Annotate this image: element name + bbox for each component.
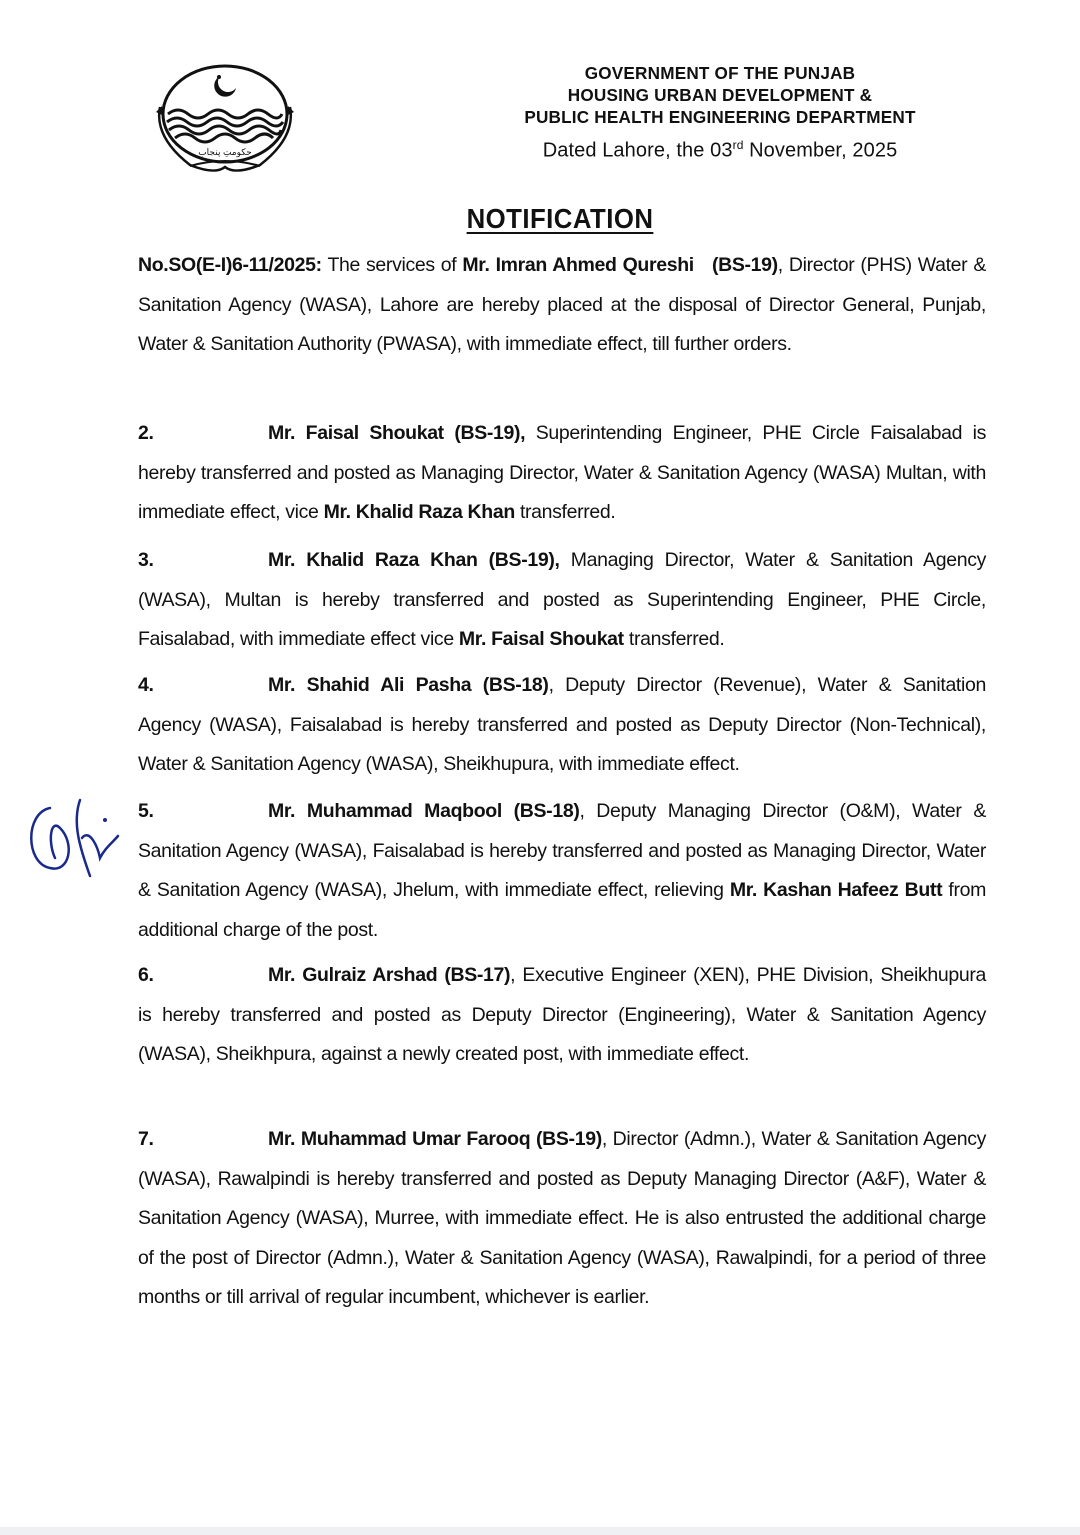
paragraph-number: 6. [138,964,154,986]
officer-name: Mr. Faisal Shoukat (BS-19), [268,422,526,444]
paragraph-text: Managing Director, Water & Sanitation Agency (WASA), Multan is hereby transferred and posted as Superintending Engineer, PHE Circle, Faisalabad, with immediate effect vice [138,549,986,650]
paragraph-6 [138,956,986,1075]
department-name-line1: HOUSING URBAN DEVELOPMENT & [567,85,873,105]
notification-number: No.SO(E-I)6-11/2025: [138,254,322,276]
paragraph-3 [138,541,986,660]
paragraph-text: transferred. [623,628,725,650]
paragraph-1 [138,246,986,365]
document-title: NOTIFICATION [466,203,654,234]
officer-name: Mr. Gulraiz Arshad (BS-17) [268,964,511,986]
paragraph-4 [138,666,986,785]
date-ordinal: rd [732,138,744,152]
paragraph-number: 4. [138,674,154,696]
officer-name: Mr. Muhammad Umar Farooq (BS-19) [268,1128,602,1150]
dated-line [470,138,970,163]
date-suffix: November, 2025 [743,139,898,162]
date-prefix: Dated Lahore, the 03 [542,139,733,162]
government-name: GOVERNMENT OF THE PUNJAB [584,63,856,83]
paragraph-number: 3. [138,549,154,571]
paragraph-2 [138,414,986,533]
department-name-line2: PUBLIC HEALTH ENGINEERING DEPARTMENT [524,107,916,127]
paragraph-text: , Deputy Director (Revenue), Water & Sanitation Agency (WASA), Faisalabad is hereby transferred and posted as Deputy Director (Non-Technical), Water & Sanitation Agency (WASA), Sheikhupura, with immediate effect. [138,674,986,775]
punjab-emblem-icon [150,62,300,182]
officer-name: Mr. Kashan Hafeez Butt [729,879,943,901]
officer-name: Mr. Muhammad Maqbool (BS-18) [268,800,580,822]
officer-name: Mr. Faisal Shoukat [458,628,624,650]
officer-name: Mr. Khalid Raza Khan (BS-19), [268,549,560,571]
paragraph-text: Superintending Engineer, PHE Circle Faisalabad is hereby transferred and posted as Managing Director, Water & Sanitation Agency (WASA) Multan, with immediate effect, vice [138,422,986,523]
paragraph-number: 7. [138,1128,154,1150]
paragraph-text: , Executive Engineer (XEN), PHE Division, Sheikhupura is hereby transferred and posted as Deputy Director (Engineering), Water & Sanitation Agency (WASA), Sheikhpura, against a newly created post, with immediate effect. [138,964,986,1065]
officer-name: Mr. Imran Ahmed Qureshi (BS-19) [462,254,778,276]
paragraph-text: , Deputy Managing Director (O&M), Water & Sanitation Agency (WASA), Faisalabad is hereby transferred and posted as Managing Director, Water & Sanitation Agency (WASA), Jhelum, with immediate effect, relieving [138,800,986,901]
paragraph-text: , Director (Admn.), Water & Sanitation Agency (WASA), Rawalpindi is hereby transferred and posted as Deputy Managing Director (A&F), Water & Sanitation Agency (WASA), Murree, with immediate effect. He is also entrusted the additional charge of the post of Director (Admn.), Water & Sanitation Agency (WASA), Rawalpindi, for a period of three months or till arrival of regular incumbent, whichever is earlier. [138,1128,987,1308]
paragraph-text: , Director (PHS) Water & Sanitation Agency (WASA), Lahore are hereby placed at the disposal of Director General, Punjab, Water & Sanitation Authority (PWASA), with immediate effect, till further orders. [138,254,987,355]
letterhead [470,62,970,163]
paragraph-text: transferred. [514,501,616,523]
paragraph-7 [138,1120,986,1318]
paragraph-number: 2. [138,422,154,444]
paragraph-text: The services of [321,254,463,276]
bottom-edge [0,1527,1080,1535]
paragraph-number: 5. [138,800,154,822]
officer-name: Mr. Shahid Ali Pasha (BS-18) [268,674,549,696]
emblem-text: حکومتِ پنجاب [198,147,252,157]
handwritten-signature [20,788,130,878]
officer-name: Mr. Khalid Raza Khan [323,501,515,523]
paragraph-5 [138,792,986,950]
paragraph-text: from additional charge of the post. [138,879,987,941]
